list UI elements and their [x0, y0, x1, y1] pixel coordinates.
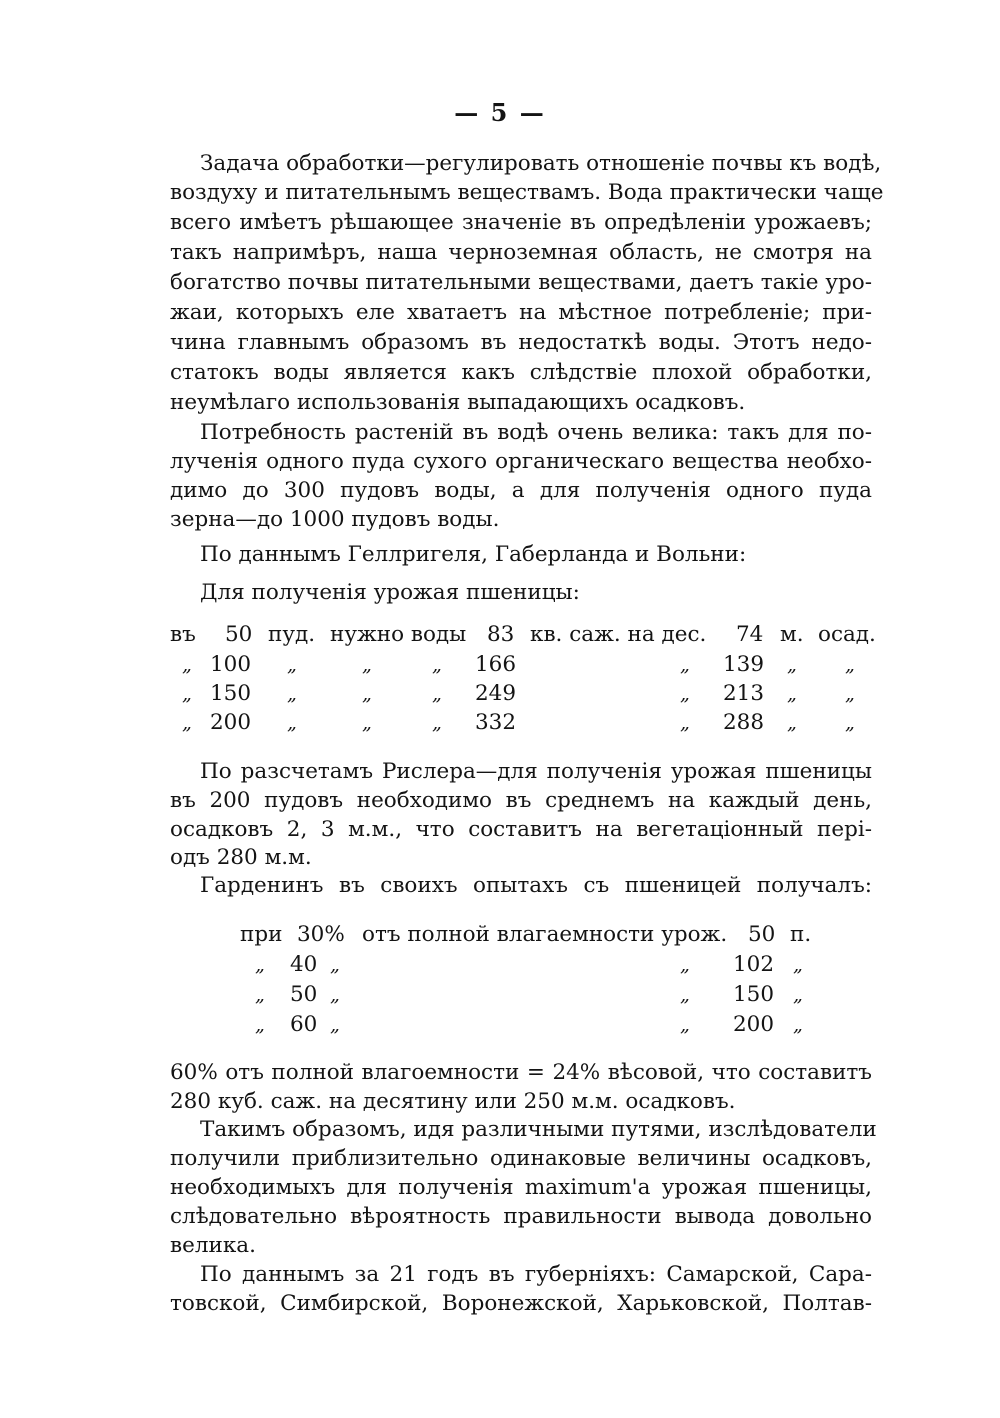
table-cell: 150 — [733, 982, 775, 1007]
para8-line: необходимыхъ для полученія maximum'а урожая пшеницы, — [170, 1175, 872, 1200]
ditto-mark: „ — [255, 954, 265, 976]
table1-title: Для полученія урожая пшеницы: — [200, 580, 580, 605]
ditto-mark: „ — [680, 683, 690, 705]
ditto-mark: „ — [255, 1014, 265, 1036]
ditto-mark: „ — [362, 712, 372, 734]
ditto-mark: „ — [432, 712, 442, 734]
table-cell: нужно воды — [330, 622, 467, 647]
para1-line: неумѣлаго использованія выпадающихъ осадковъ. — [170, 390, 746, 415]
ditto-mark: „ — [330, 984, 340, 1006]
para8-line: получили приблизительно одинаковые величины осадковъ, — [170, 1146, 872, 1171]
para1-line: богатство почвы питательными веществами, даетъ такіе уро- — [170, 270, 872, 295]
para8-line: велика. — [170, 1233, 256, 1258]
ditto-mark: „ — [680, 984, 690, 1006]
ditto-mark: „ — [255, 984, 265, 1006]
ditto-mark: „ — [680, 654, 690, 676]
ditto-mark: „ — [680, 712, 690, 734]
para5-line: въ 200 пудовъ необходимо въ среднемъ на каждый день, — [170, 788, 872, 813]
para2-line: лученія одного пуда сухого органическаго вещества необхо- — [170, 449, 872, 474]
para1-line: чина главнымъ образомъ въ недостаткѣ воды. Этотъ недо- — [170, 330, 872, 355]
table-cell: 249 — [475, 681, 517, 706]
para1-line: воздуху и питательнымъ веществамъ. Вода практически чаще — [170, 180, 884, 205]
table-cell: 83 — [487, 622, 515, 647]
ditto-mark: „ — [793, 1014, 803, 1036]
page-number: — 5 — — [454, 98, 546, 127]
para7-line: 280 куб. саж. на десятину или 250 м.м. осадковъ. — [170, 1089, 736, 1114]
table-cell: 60 — [290, 1012, 318, 1037]
para5-line: одъ 280 м.м. — [170, 845, 312, 870]
para1-line: такъ напримѣръ, наша черноземная область, не смотря на — [170, 240, 872, 265]
source-line: По даннымъ Геллригеля, Габерланда и Вольни: — [200, 542, 747, 567]
table-cell: отъ полной влагаемности урож. — [362, 922, 728, 947]
ditto-mark: „ — [432, 683, 442, 705]
ditto-mark: „ — [362, 654, 372, 676]
table-cell: 30% — [297, 922, 345, 947]
ditto-mark: „ — [845, 712, 855, 734]
table-cell: осад. — [818, 622, 876, 647]
ditto-mark: „ — [680, 1014, 690, 1036]
ditto-mark: „ — [362, 683, 372, 705]
para2-line: зерна—до 1000 пудовъ воды. — [170, 507, 500, 532]
table-cell: 50 — [748, 922, 776, 947]
table-cell: 100 — [210, 652, 252, 677]
table-cell: 150 — [210, 681, 252, 706]
table-cell: въ — [170, 622, 196, 647]
table-cell: пуд. — [268, 622, 316, 647]
table-cell: м. — [780, 622, 804, 647]
ditto-mark: „ — [787, 683, 797, 705]
ditto-mark: „ — [845, 654, 855, 676]
para9-line: По даннымъ за 21 годъ въ губерніяхъ: Самарской, Сара- — [200, 1262, 872, 1287]
para2-line: Потребность растеній въ водѣ очень велика: такъ для по- — [200, 420, 872, 445]
para5-line: осадковъ 2, 3 м.м., что составитъ на вегетаціонный пері- — [170, 817, 872, 842]
ditto-mark: „ — [330, 1014, 340, 1036]
table-cell: кв. саж. на дес. — [530, 622, 707, 647]
ditto-mark: „ — [432, 654, 442, 676]
table-cell: 50 — [225, 622, 253, 647]
ditto-mark: „ — [287, 654, 297, 676]
table-cell: п. — [790, 922, 812, 947]
table-cell: 288 — [723, 710, 765, 735]
table-cell: 213 — [723, 681, 765, 706]
para6-line: Гарденинъ въ своихъ опытахъ съ пшеницей получалъ: — [200, 873, 872, 898]
para8-line: Такимъ образомъ, идя различными путями, изслѣдователи — [200, 1117, 877, 1142]
ditto-mark: „ — [787, 654, 797, 676]
table-cell: 200 — [733, 1012, 775, 1037]
para5-line: По разсчетамъ Рислера—для полученія урожая пшеницы — [200, 759, 872, 784]
table-cell: при — [240, 922, 283, 947]
ditto-mark: „ — [793, 984, 803, 1006]
table-cell: 74 — [736, 622, 764, 647]
ditto-mark: „ — [182, 683, 192, 705]
ditto-mark: „ — [330, 954, 340, 976]
table-cell: 40 — [290, 952, 318, 977]
para9-line: товской, Симбирской, Воронежской, Харьковской, Полтав- — [170, 1291, 872, 1316]
ditto-mark: „ — [287, 712, 297, 734]
ditto-mark: „ — [182, 654, 192, 676]
ditto-mark: „ — [793, 954, 803, 976]
ditto-mark: „ — [845, 683, 855, 705]
table-cell: 139 — [723, 652, 765, 677]
para2-line: димо до 300 пудовъ воды, а для полученія одного пуда — [170, 478, 872, 503]
para1-line: Задача обработки—регулировать отношеніе почвы къ водѣ, — [200, 151, 882, 176]
table-cell: 50 — [290, 982, 318, 1007]
table-cell: 332 — [475, 710, 517, 735]
table-cell: 200 — [210, 710, 252, 735]
ditto-mark: „ — [287, 683, 297, 705]
para1-line: статокъ воды является какъ слѣдствіе плохой обработки, — [170, 360, 872, 385]
ditto-mark: „ — [787, 712, 797, 734]
ditto-mark: „ — [182, 712, 192, 734]
table-cell: 102 — [733, 952, 775, 977]
ditto-mark: „ — [680, 954, 690, 976]
para7-line: 60% отъ полной влагоемности = 24% вѣсовой, что составитъ — [170, 1060, 872, 1085]
para1-line: жаи, которыхъ еле хватаетъ на мѣстное потребленіе; при- — [170, 300, 872, 325]
para8-line: слѣдовательно вѣроятность правильности вывода довольно — [170, 1204, 872, 1229]
table-cell: 166 — [475, 652, 517, 677]
para1-line: всего имѣетъ рѣшающее значеніе въ опредѣленіи урожаевъ; — [170, 210, 872, 235]
